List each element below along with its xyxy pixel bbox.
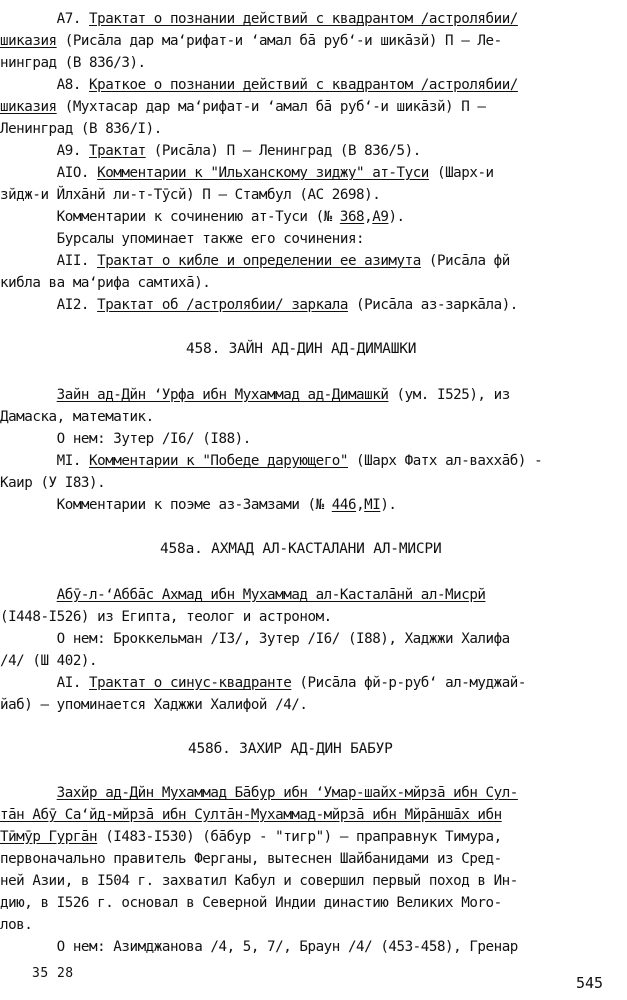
person-name: Зайн ад-Дйн ʻУрфа ибн Мухаммад ад-Димашкй xyxy=(56,387,389,403)
entry-a8-line3: Ленинград (В 836/I). xyxy=(0,121,162,137)
entry-a8-line2: шиказия (Мухтасар дар маʻрифат-и ʻамал бā рубʻ-и шикāзй) П – xyxy=(0,99,486,115)
section-458b-line6: дию, в I526 г. основал в Северной Индии династию Великих Моrо- xyxy=(0,895,502,911)
entry-m1-line2: Каир (У I83). xyxy=(0,475,106,491)
section-458b-line4: первоначально правитель Ферганы, вытеснен Шайбанидами из Сред- xyxy=(0,851,502,867)
comment-refs: Комментарии к сочинению ат-Туси (№ 368,А9). xyxy=(56,209,405,225)
section-458-bio-line: Дамаска, математик. xyxy=(0,409,154,425)
section-458-about: О нем: Зутер /I6/ (I88). xyxy=(56,431,251,447)
section-458b-about: О нем: Азимджанова /4, 5, 7/, Браун /4/ (453-458), Гренар xyxy=(56,939,518,955)
section-458b-line5: ней Азии, в I504 г. захватил Кабул и совершил первый поход в Ин- xyxy=(0,873,518,889)
section-458a-about-line2: /4/ (Ш 402). xyxy=(0,653,98,669)
entry-a7-line2: шиказия (Рисāла дар маʻрифат-и ʻамал бā рубʻ-и шикāзй) П – Ле- xyxy=(0,33,502,49)
entry-a11-line1: АII. Трактат о кибле и определении ее азимута (Рисāла фй xyxy=(56,253,510,269)
section-458a-bio-line: (I448-I526) из Египта, теолог и астроном. xyxy=(0,609,332,625)
entry-a11-line2: кибла ва маʻрифа самтихā). xyxy=(0,275,211,291)
print-code: 35 28 xyxy=(32,966,74,981)
entry-a12: АI2. Трактат об /астролябии/ заркала (Рисāла аз-заркāла). xyxy=(56,297,518,313)
section-458b-line3: Тӣмӯр Гургāн (I483-I530) (бāбур - "тигр") – праправнук Тимура, xyxy=(0,829,502,845)
section-458b-line2: тāн Абӯ Саʻйд-мйрзā ибн Султāн-Мухаммад-мйрзā ибн Мйрāншāх ибн xyxy=(0,807,502,823)
bursaly-note: Бурсалы упоминает также его сочинения: xyxy=(56,231,365,247)
section-heading-458: 458. ЗАЙН АД-ДИН АД-ДИМАШКИ xyxy=(186,341,417,357)
entry-a9: А9. Трактат (Рисāла) П – Ленинград (В 836/5). xyxy=(56,143,421,159)
section-458-name-line: Зайн ад-Дйн ʻУрфа ибн Мухаммад ад-Димашкй (ум. I525), из xyxy=(56,387,510,403)
section-458a-name-line: Абӯ-л-ʻАббāс Ахмад ибн Мухаммад ал-Касталāнй ал-Мисрй xyxy=(56,587,486,603)
section-458b-line7: лов. xyxy=(0,917,33,933)
section-heading-458b: 458б. ЗАХИР АД-ДИН БАБУР xyxy=(188,741,393,757)
entry-a8-line1: А8. Краткое о познании действий с квадрантом /астролябии/ xyxy=(56,77,518,93)
section-458a-about-line1: О нем: Броккельман /I3/, Зутер /I6/ (I88), Хаджжи Халифа xyxy=(0,631,510,647)
entry-a7-line3: нинград (В 836/3). xyxy=(0,55,146,71)
entry-a10-line1: АIO. Комментарии к "Ильханскому зиджу" ат-Туси (Шарх-и xyxy=(56,165,494,181)
section-458b-line1: Захйр ад-Дйн Мухаммад Бāбур ибн ʻУмар-шайх-мйрзā ибн Сул- xyxy=(56,785,518,801)
poem-refs: Комментарии к поэме аз-Замзами (№ 446,МI). xyxy=(56,497,397,513)
entry-a8-title: Краткое о познании действий с квадрантом /астролябии/ xyxy=(89,77,518,93)
section-heading-458a: 458а. АХМАД АЛ-КАСТАЛАНИ АЛ-МИСРИ xyxy=(160,541,442,557)
entry-a7-line1: А7. Трактат о познании действий с квадрантом /астролябии/ xyxy=(56,11,518,27)
entry-a10-line2: зйдж-и Йлхāнй ли-т-Тӯсй) П – Стамбул (АС 2698). xyxy=(0,187,381,203)
entry-a7-title: Трактат о познании действий с квадрантом /астролябии/ xyxy=(89,11,518,27)
entry-458a-a1-line2: йаб) – упоминается Хаджжи Халифой /4/. xyxy=(0,697,308,713)
entry-458a-a1-line1: АI. Трактат о синус-квадранте (Рисāла фй-р-рубʻ ал-муджай- xyxy=(56,675,526,691)
page-number: 545 xyxy=(576,974,604,992)
entry-m1-line1: МI. Комментарии к "Победе дарующего" (Шарх Фатх ал-ваххāб) - xyxy=(56,453,543,469)
